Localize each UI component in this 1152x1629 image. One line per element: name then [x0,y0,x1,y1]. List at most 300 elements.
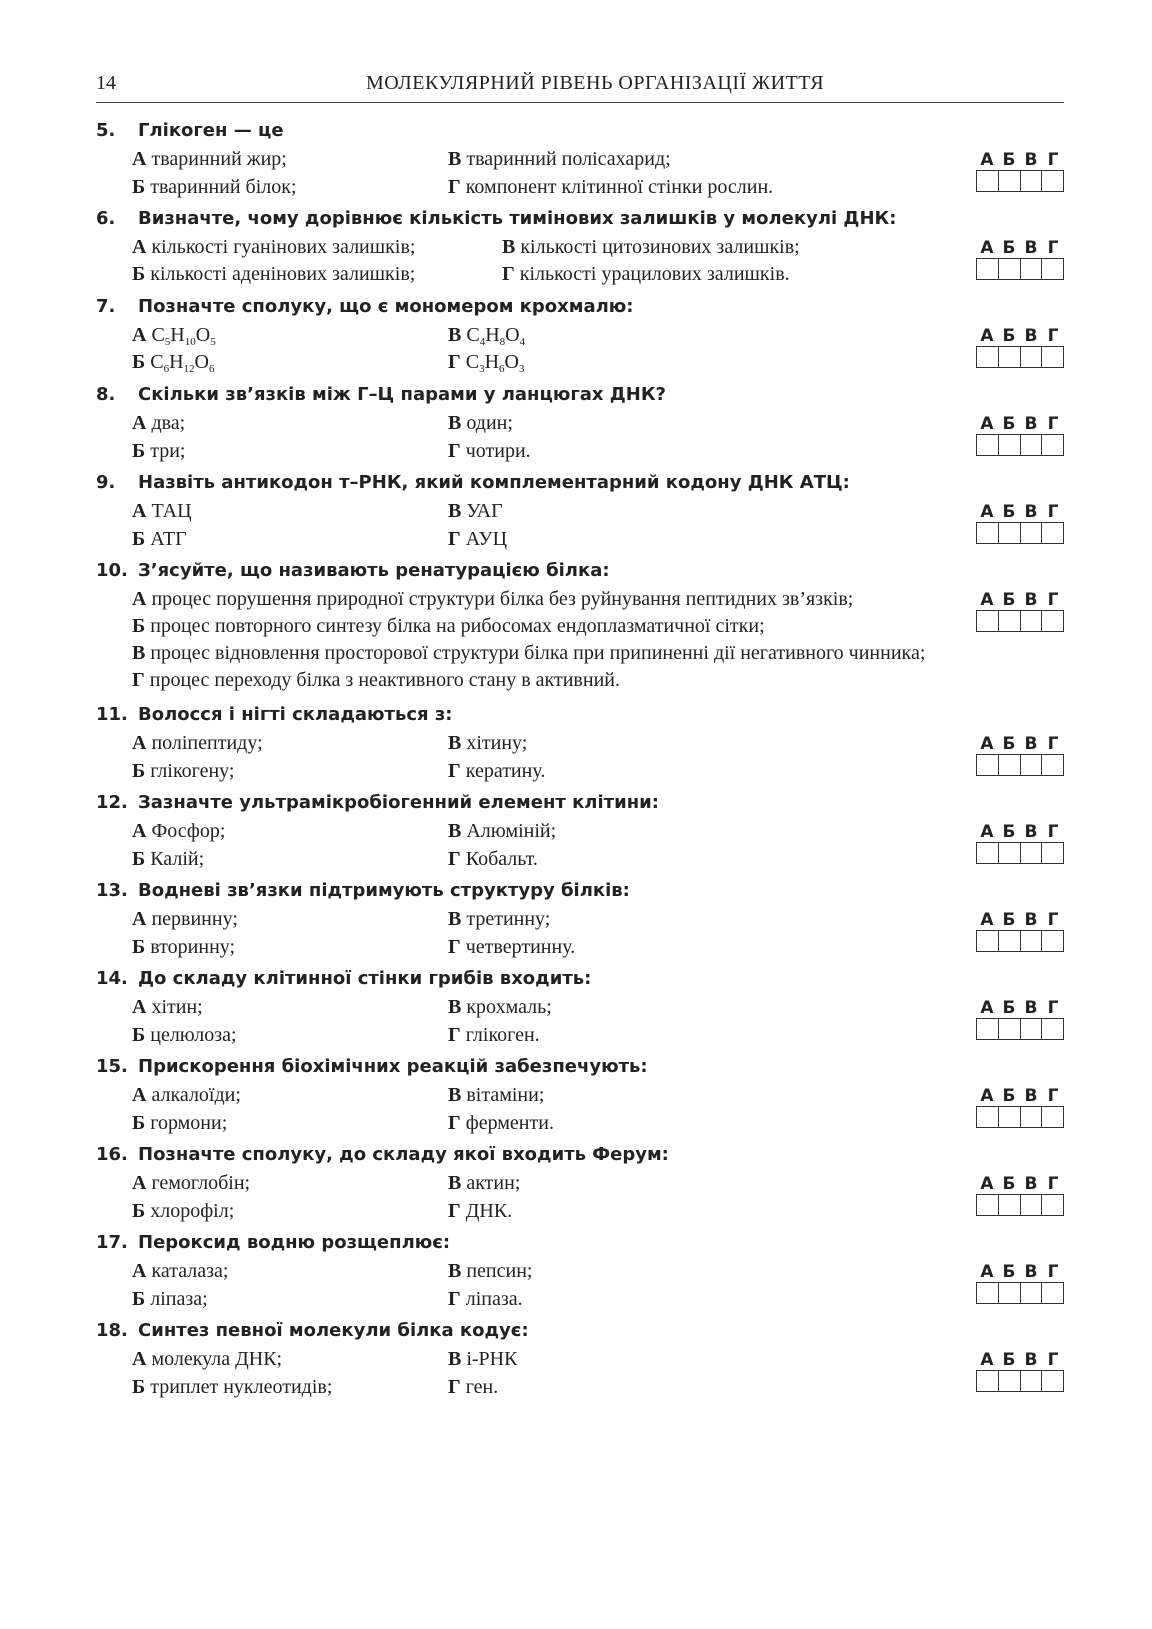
answer-box[interactable] [999,611,1021,631]
answer-option [448,996,552,1019]
grid-letter: В [1024,414,1038,434]
option-text: тваринний білок; [145,176,297,198]
option-letter: Г [448,760,461,782]
question-18 [96,1320,1064,1400]
answer-grid-letters [976,910,1064,930]
answer-box[interactable] [977,843,999,863]
option-letter: А [132,1348,147,1370]
answer-option [448,1260,532,1283]
answer-box[interactable] [1042,1195,1063,1215]
answer-grid-letters [976,734,1064,754]
element-symbol: O [194,351,209,373]
grid-letter: Г [1047,150,1059,170]
grid-letter: А [980,502,994,522]
answer-option [448,936,575,959]
answer-option [502,263,790,286]
option-letter: А [132,1260,147,1282]
answer-box[interactable] [1042,611,1063,631]
answer-box[interactable] [999,347,1021,367]
answer-box[interactable] [977,1019,999,1039]
question-text: Прискорення біохімічних реакцій забезпечують: [138,1056,648,1077]
question-13 [96,880,1064,960]
answer-option [502,236,800,259]
answer-grid [976,1262,1064,1304]
grid-letter: А [980,1174,994,1194]
grid-letter: Б [1002,910,1016,930]
option-text: ліпаза; [145,1288,208,1310]
question-number: 11. [96,704,128,725]
answer-box[interactable] [1021,1283,1043,1303]
answer-box[interactable] [977,259,999,279]
answer-box[interactable] [1021,347,1043,367]
answer-box[interactable] [977,523,999,543]
answer-option [448,1024,540,1047]
answer-option [132,848,204,871]
answer-grid-letters [976,998,1064,1018]
answer-box[interactable] [977,1195,999,1215]
answer-boxes [976,930,1064,952]
option-letter: В [448,1084,462,1106]
answer-box[interactable] [977,611,999,631]
option-text: хітину; [461,732,528,754]
answer-boxes [976,1194,1064,1216]
answer-box[interactable] [977,931,999,951]
question-text: Глікоген — це [138,120,284,141]
answer-grid-letters [976,502,1064,522]
grid-letter: А [980,238,994,258]
option-text: кількості аденінових залишків; [145,263,416,285]
answer-box[interactable] [999,1283,1021,1303]
option-text: хітин; [146,996,203,1018]
grid-letter: В [1024,910,1038,930]
answer-grid [976,1350,1064,1392]
question-9 [96,472,1064,552]
answer-option [132,500,192,523]
grid-letter: В [1024,998,1038,1018]
answer-option [448,1288,523,1311]
option-letter: В [448,500,462,522]
option-text: хлорофіл; [145,1200,235,1222]
option-text: УАГ [461,500,503,522]
grid-letter: В [1024,502,1038,522]
answer-box[interactable] [1042,755,1063,775]
option-text: каталаза; [146,1260,229,1282]
question-number: 8. [96,384,116,405]
question-text: Водневі зв’язки підтримують структуру білків: [138,880,630,901]
question-text: Синтез певної молекули білка кодує: [138,1320,529,1341]
option-text: глікоген. [460,1024,540,1046]
grid-letter: А [980,150,994,170]
grid-letter: А [980,910,994,930]
answer-option [448,760,545,783]
answer-box[interactable] [1042,843,1063,863]
answer-option [448,820,556,843]
grid-letter: Г [1047,414,1059,434]
option-text: целюлоза; [145,1024,237,1046]
answer-option [132,1084,241,1107]
option-letter: Б [132,528,146,550]
option-text: кератину. [460,760,546,782]
answer-box[interactable] [1021,1107,1043,1127]
option-letter: Г [448,176,461,198]
answer-boxes [976,1282,1064,1304]
option-text: Кобальт. [460,848,538,870]
option-text: ген. [460,1376,499,1398]
question-text: Скільки зв’язків між Г–Ц парами у ланцюгах ДНК? [138,384,666,405]
answer-grid [976,502,1064,544]
answer-grid-letters [976,1174,1064,1194]
answer-boxes [976,522,1064,544]
option-text: компонент клітинної стінки рослин. [460,176,774,198]
grid-letter: А [980,590,994,610]
answer-option [132,996,203,1019]
answer-grid-letters [976,1350,1064,1370]
option-text: актин; [461,1172,521,1194]
option-text: тваринний жир; [146,148,287,170]
option-text: кількості урацилових залишків. [514,263,790,285]
answer-box[interactable] [999,843,1021,863]
answer-box[interactable] [999,435,1021,455]
option-letter: Б [132,351,151,373]
grid-letter: В [1024,1350,1038,1370]
grid-letter: Б [1002,590,1016,610]
question-number: 16. [96,1144,128,1165]
answer-box[interactable] [977,755,999,775]
answer-boxes [976,1370,1064,1392]
grid-letter: Б [1002,1174,1016,1194]
element-symbol: O [505,324,520,346]
answer-option [448,412,513,435]
answer-option [448,1376,498,1399]
answer-box[interactable] [977,435,999,455]
subscript: 10 [184,336,196,348]
option-text: тваринний полісахарид; [461,148,671,170]
option-letter: А [132,588,147,610]
grid-letter: Б [1002,1086,1016,1106]
option-letter: Г [132,669,145,691]
answer-option [448,1200,512,1223]
option-text: кількості цитозинових залишків; [515,236,800,258]
answer-box[interactable] [1042,1371,1063,1391]
subscript: 3 [518,363,525,375]
question-16 [96,1144,1064,1224]
answer-box[interactable] [999,931,1021,951]
option-letter: Б [132,848,146,870]
question-text: Визначте, чому дорівнює кількість тимінових залишків у молекулі ДНК: [138,208,897,229]
answer-option [132,936,235,959]
option-text: ДНК. [460,1200,513,1222]
answer-option [132,1288,208,1311]
option-letter: А [132,732,147,754]
answer-box[interactable] [999,259,1021,279]
subscript: 5 [164,336,171,348]
option-text: Калій; [145,848,205,870]
option-text: вторинну; [145,936,236,958]
answer-grid [976,998,1064,1040]
element-symbol: C [151,324,165,346]
answer-option [132,1200,234,1223]
answer-grid [976,822,1064,864]
answer-option [448,528,507,551]
option-text: АУЦ [460,528,508,550]
element-symbol: C [150,351,164,373]
option-text: четвертинну. [460,936,576,958]
option-text: процес відновлення просторової структури білка при припиненні дії негативного чинника; [145,642,926,664]
answer-box[interactable] [1021,611,1043,631]
subscript: 3 [479,363,485,375]
answer-box[interactable] [1021,1371,1043,1391]
question-6 [96,208,1064,288]
option-letter: В [448,412,462,434]
option-letter: Б [132,760,146,782]
option-letter: А [132,1084,147,1106]
question-text: Пероксид водню розщеплює: [138,1232,451,1253]
answer-box[interactable] [999,755,1021,775]
option-text: поліпептиду; [146,732,263,754]
option-letter: А [132,236,147,258]
answer-box[interactable] [1042,259,1063,279]
answer-box[interactable] [1021,259,1043,279]
element-symbol: H [485,324,500,346]
question-number: 12. [96,792,128,813]
option-text: глікогену; [145,760,235,782]
answer-box[interactable] [1042,523,1063,543]
subscript: 5 [210,336,216,348]
answer-option [448,440,531,463]
option-text: процес переходу білка з неактивного стану в активний. [144,669,620,691]
grid-letter: Б [1002,150,1016,170]
answer-option [132,1024,237,1047]
option-letter: В [132,642,146,664]
element-symbol: H [484,351,500,373]
page-header [96,72,1064,103]
grid-letter: А [980,998,994,1018]
grid-letter: Г [1047,998,1059,1018]
answer-grid-letters [976,822,1064,842]
page-number: 14 [96,72,116,94]
answer-option [132,148,287,171]
answer-box[interactable] [1021,843,1043,863]
option-letter: А [132,500,147,522]
grid-letter: Г [1047,1086,1059,1106]
answer-grid-letters [976,238,1064,258]
answer-boxes [976,170,1064,192]
option-letter: Б [132,1376,146,1398]
answer-option [448,908,550,931]
grid-letter: Б [1002,502,1016,522]
answer-boxes [976,434,1064,456]
question-number: 17. [96,1232,128,1253]
answer-box[interactable] [977,171,999,191]
answer-box[interactable] [977,1371,999,1391]
option-text: молекула ДНК; [146,1348,283,1370]
option-text: процес порушення природної структури білка без руйнування пептидних зв’язків; [146,588,854,610]
answer-grid [976,1086,1064,1128]
formula-option [132,324,216,347]
answer-boxes [976,754,1064,776]
answer-grid [976,910,1064,952]
answer-box[interactable] [999,1371,1021,1391]
option-text: чотири. [460,440,531,462]
grid-letter: В [1024,590,1038,610]
answer-boxes [976,258,1064,280]
answer-option [448,1112,554,1135]
answer-box[interactable] [1042,435,1063,455]
answer-option [448,1172,520,1195]
subscript: 4 [519,336,526,348]
answer-option [132,440,185,463]
answer-box[interactable] [1042,171,1063,191]
question-number: 18. [96,1320,128,1341]
answer-box[interactable] [999,1019,1021,1039]
question-text: Назвіть антикодон т–РНК, який комплементарний кодону ДНК АТЦ: [138,472,850,493]
option-letter: В [448,908,462,930]
subscript: 12 [183,363,195,375]
grid-letter: Б [1002,822,1016,842]
grid-letter: В [1024,1262,1038,1282]
answer-box[interactable] [977,1283,999,1303]
answer-box[interactable] [1021,171,1043,191]
answer-box[interactable] [1021,1195,1043,1215]
answer-option [132,412,185,435]
question-number: 15. [96,1056,128,1077]
element-symbol: O [195,324,211,346]
answer-boxes [976,842,1064,864]
answer-option [448,500,503,523]
option-letter: Г [448,1112,461,1134]
grid-letter: Г [1047,238,1059,258]
option-letter: В [448,820,462,842]
grid-letter: А [980,1086,994,1106]
answer-box[interactable] [1042,1283,1063,1303]
answer-box[interactable] [977,1107,999,1127]
answer-option-long [132,588,853,611]
subscript: 6 [163,363,170,375]
answer-grid-letters [976,326,1064,346]
option-letter: Б [132,1112,146,1134]
grid-letter: Б [1002,998,1016,1018]
option-text: алкалоїди; [146,1084,241,1106]
subscript: 6 [208,363,215,375]
option-letter: В [448,148,462,170]
grid-letter: Г [1047,1262,1059,1282]
option-letter: Г [448,1288,461,1310]
option-text: два; [146,412,186,434]
answer-box[interactable] [1021,755,1043,775]
option-text: третинну; [461,908,551,930]
option-text: АТГ [145,528,187,550]
answer-option [132,1260,228,1283]
option-letter: Г [448,936,461,958]
option-text: три; [145,440,186,462]
option-letter: Г [448,351,466,373]
option-text: ліпаза. [460,1288,523,1310]
answer-option [132,732,263,755]
option-text: гормони; [145,1112,228,1134]
question-14 [96,968,1064,1048]
answer-box[interactable] [977,347,999,367]
option-letter: А [132,820,147,842]
answer-box[interactable] [1021,435,1043,455]
element-symbol: H [169,351,184,373]
question-text: Позначте сполуку, що є мономером крохмалю: [138,296,634,317]
answer-box[interactable] [1042,347,1063,367]
answer-box[interactable] [1021,1019,1043,1039]
answer-grid [976,150,1064,192]
question-number: 9. [96,472,116,493]
option-letter: Г [448,440,461,462]
answer-box[interactable] [999,523,1021,543]
question-number: 5. [96,120,116,141]
answer-box[interactable] [1042,1019,1063,1039]
answer-option-long [132,615,765,638]
answer-option [132,236,415,259]
answer-option [448,732,527,755]
subscript: 6 [499,363,505,375]
answer-grid [976,238,1064,280]
answer-box[interactable] [999,1107,1021,1127]
answer-grid-letters [976,150,1064,170]
element-symbol: C [466,324,480,346]
question-text: До складу клітинної стінки грибів входить: [138,968,592,989]
option-letter: В [448,996,462,1018]
option-text: триплет нуклеотидів; [145,1376,333,1398]
answer-option [448,176,773,199]
grid-letter: В [1024,238,1038,258]
question-10 [96,560,1064,700]
option-text: ТАЦ [146,500,192,522]
option-letter: Б [132,615,146,637]
option-letter: Б [132,440,146,462]
answer-box[interactable] [999,1195,1021,1215]
answer-grid [976,734,1064,776]
question-number: 10. [96,560,128,581]
answer-box[interactable] [999,171,1021,191]
answer-option [132,760,234,783]
option-text: пепсин; [461,1260,533,1282]
grid-letter: Г [1047,1350,1059,1370]
grid-letter: А [980,414,994,434]
answer-grid-letters [976,1262,1064,1282]
grid-letter: Б [1002,1350,1016,1370]
option-letter: В [448,1172,462,1194]
question-text: Позначте сполуку, до складу якої входить Ферум: [138,1144,669,1165]
answer-grid [976,414,1064,456]
grid-letter: Г [1047,502,1059,522]
answer-box[interactable] [1021,523,1043,543]
question-15 [96,1056,1064,1136]
question-text: З’ясуйте, що називають ренатурацією білка: [138,560,610,581]
option-text: і-РНК [461,1348,518,1370]
grid-letter: Б [1002,238,1016,258]
answer-box[interactable] [1042,1107,1063,1127]
grid-letter: В [1024,1086,1038,1106]
answer-box[interactable] [1042,931,1063,951]
answer-option-long [132,642,925,665]
answer-option [448,1348,517,1371]
answer-option [448,148,671,171]
option-letter: В [448,1260,462,1282]
option-letter: Г [448,1200,461,1222]
answer-box[interactable] [1021,931,1043,951]
answer-boxes [976,610,1064,632]
formula-option [132,351,214,374]
option-letter: Г [448,1376,461,1398]
element-symbol: H [170,324,185,346]
subscript: 8 [499,336,506,348]
question-number: 14. [96,968,128,989]
option-text: первинну; [146,908,238,930]
